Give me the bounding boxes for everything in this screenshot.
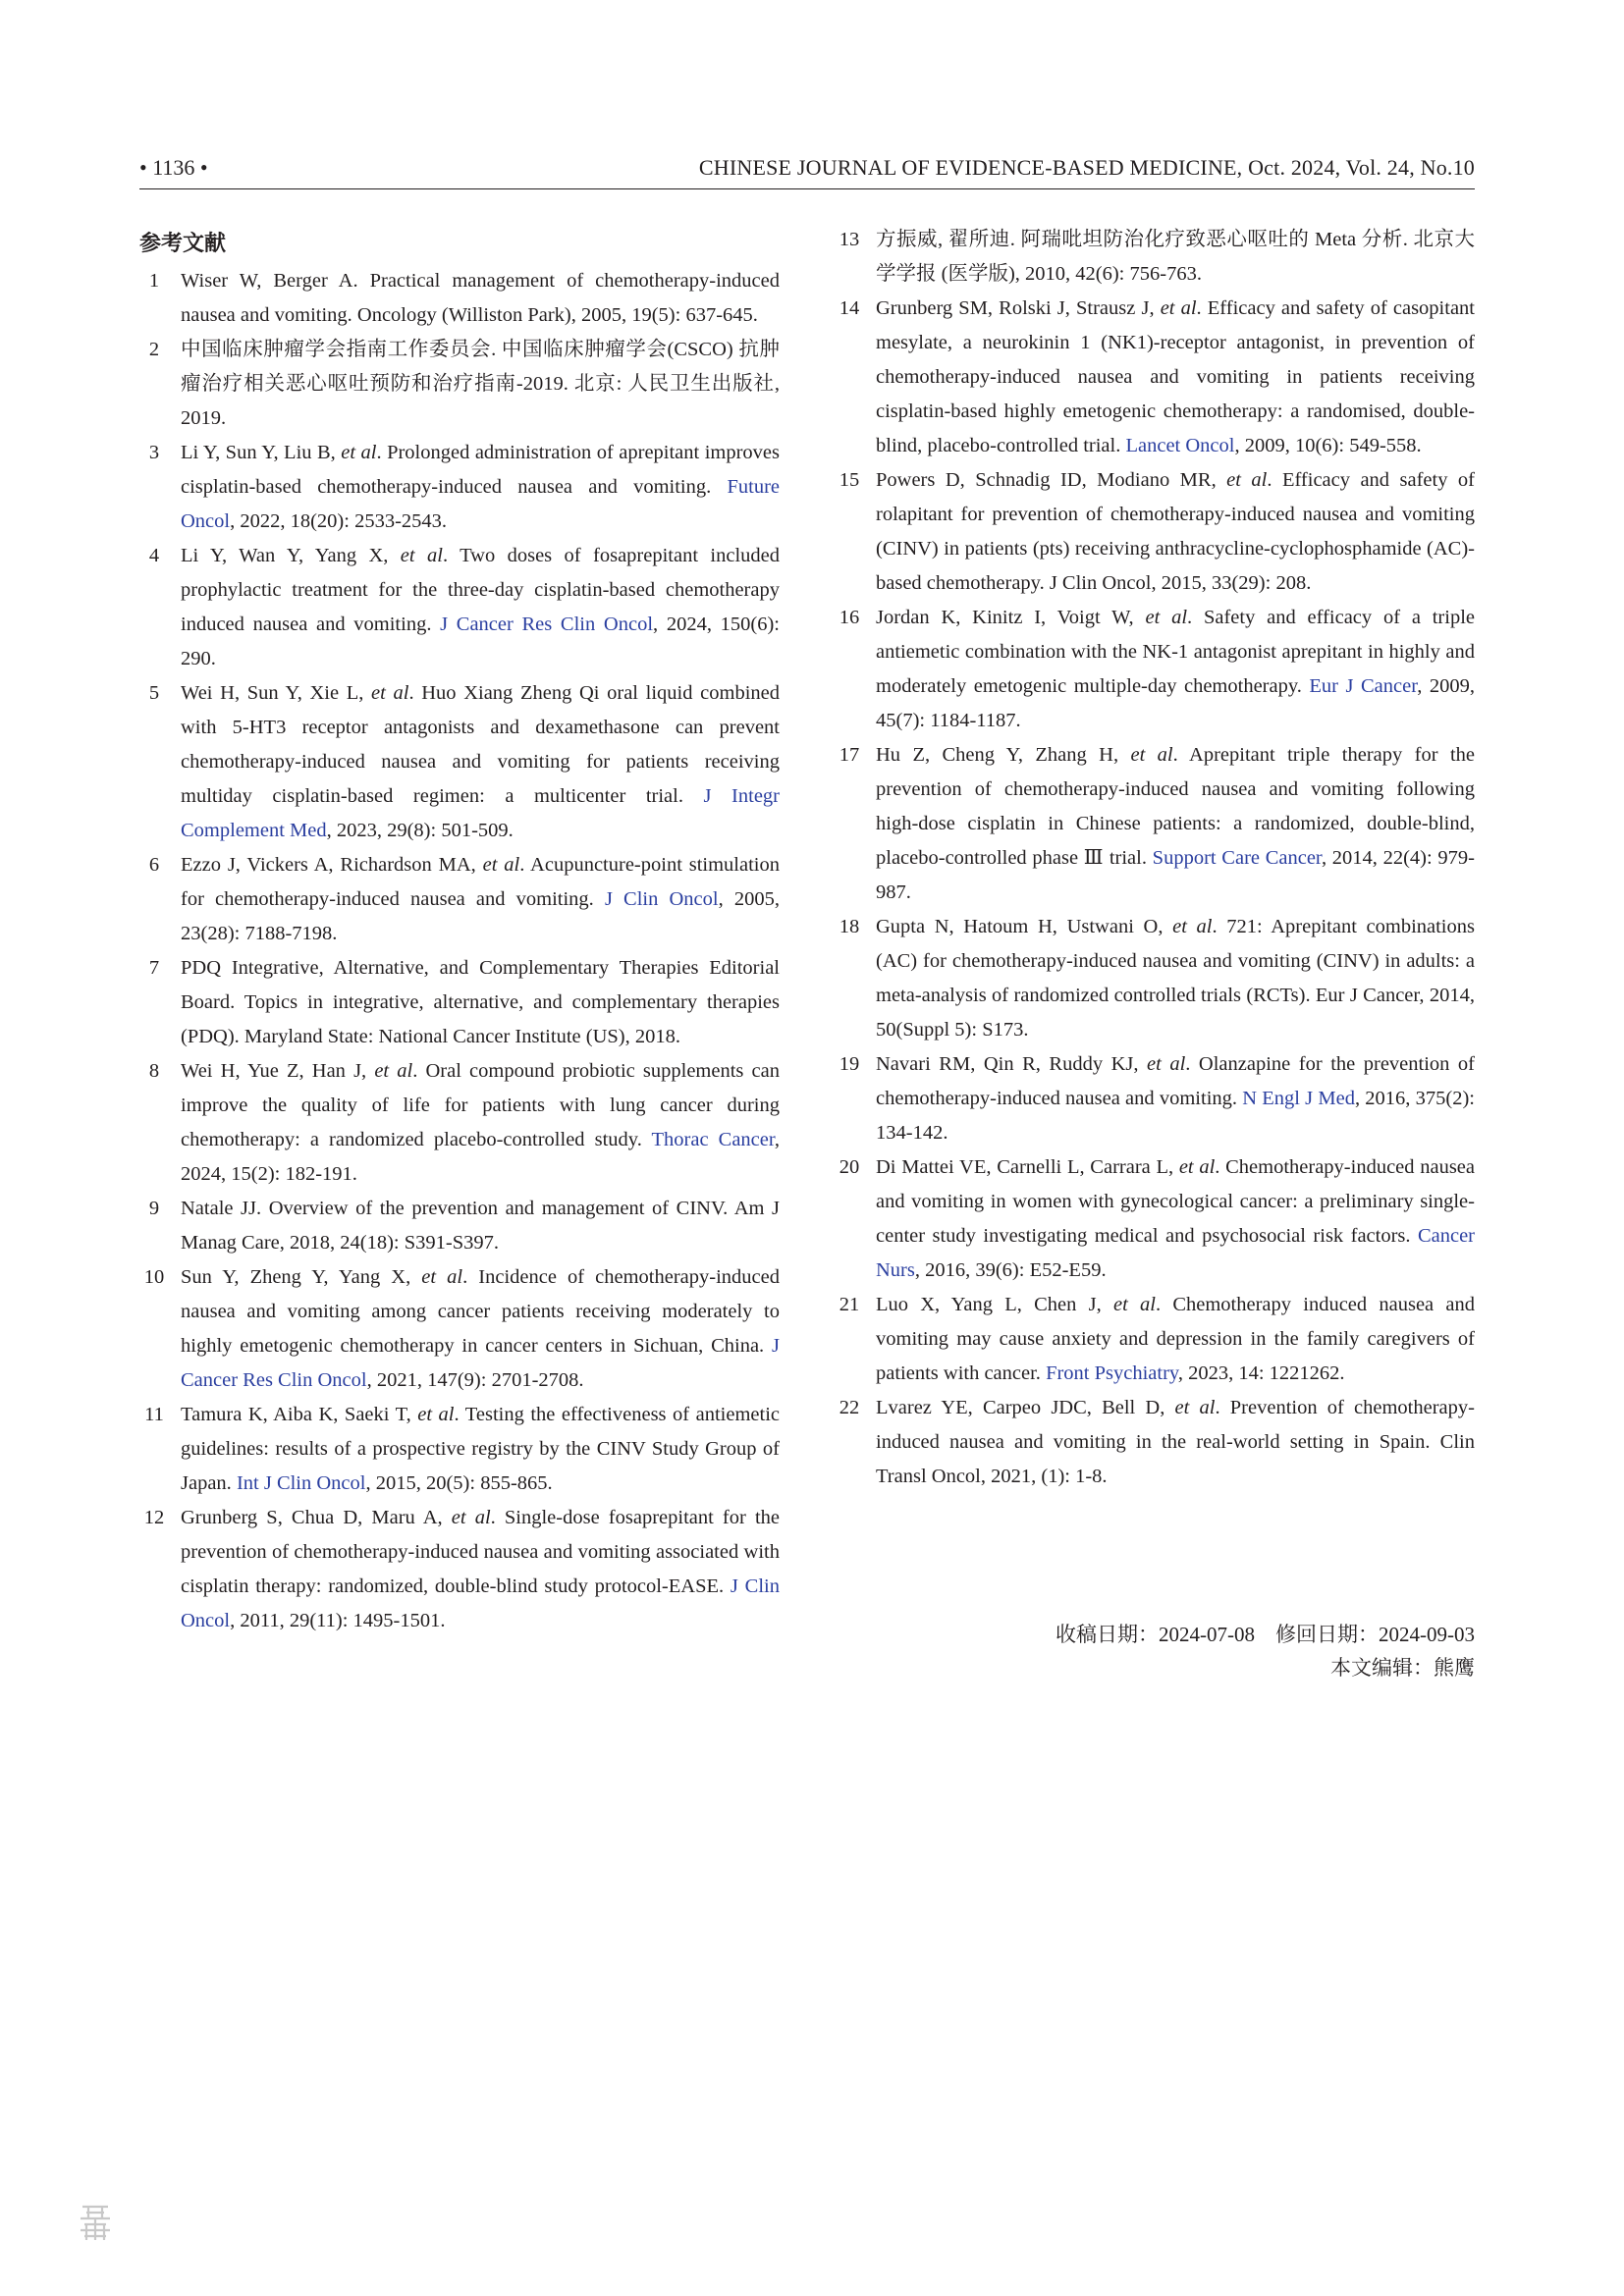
reference-number: 19 <box>839 1053 860 1075</box>
publisher-logo-icon <box>77 2203 114 2242</box>
reference-text: , 2016, 375(2): 134-142. <box>876 1088 1475 1144</box>
reference-item <box>139 539 780 676</box>
reference-number: 12 <box>143 1507 165 1528</box>
reference-text: , 2021, 147(9): 2701-2708. <box>366 1369 584 1391</box>
reference-text: Wei H, Sun Y, Xie L, <box>181 682 372 704</box>
references-heading: 参考文献 <box>139 232 227 256</box>
received-revised-dates: 收稿日期：2024-07-08 修回日期：2024-09-03 <box>1056 1623 1475 1646</box>
reference-number: 11 <box>144 1404 164 1425</box>
reference-text: Li Y, Sun Y, Liu B, <box>181 442 342 463</box>
reference-text: , 2011, 29(11): 1495-1501. <box>230 1610 446 1631</box>
reference-etal: et al <box>400 545 443 566</box>
reference-number: 7 <box>148 957 160 979</box>
reference-text: Navari RM, Qin R, Ruddy KJ, <box>876 1053 1148 1075</box>
reference-item <box>139 1054 780 1192</box>
reference-text: . Chemotherapy induced nausea and vomiting may cause anxiety and depression in the family caregivers of patients with cancer. <box>876 1294 1475 1384</box>
reference-text: . Chemotherapy-induced nausea and vomiting in women with gynecological cancer: a preliminary single-center study investigating medical and psychosocial risk factors. <box>876 1156 1476 1247</box>
reference-journal-link[interactable]: Eur J Cancer <box>1309 675 1418 697</box>
reference-item <box>835 1391 1475 1494</box>
reference-etal: et al <box>421 1266 463 1288</box>
reference-text: Hu Z, Cheng Y, Zhang H, <box>876 744 1131 766</box>
reference-etal: et al <box>1178 1156 1216 1178</box>
reference-text: Li Y, Wan Y, Yang X, <box>181 545 401 566</box>
reference-journal-link[interactable]: J Cancer Res Clin Oncol <box>181 1335 780 1391</box>
reference-item <box>139 1398 780 1501</box>
reference-number: 3 <box>148 442 160 463</box>
reference-item <box>139 333 780 436</box>
reference-text: Natale JJ. Overview of the prevention and management of CINV. Am J Manag Care, 2018, 24(18): S391-S397. <box>181 1198 780 1254</box>
reference-item <box>139 676 780 848</box>
reference-number: 2 <box>148 339 160 360</box>
reference-text: . Prolonged administration of aprepitant improves cisplatin-based chemotherapy-induced nausea and vomiting. <box>181 442 780 498</box>
reference-item <box>835 1150 1475 1288</box>
reference-text: , 2014, 22(4): 979-987. <box>876 847 1475 903</box>
reference-etal: et al <box>1172 916 1213 937</box>
reference-journal-link[interactable]: Int J Clin Oncol <box>236 1472 366 1494</box>
reference-item <box>139 264 780 333</box>
reference-number: 22 <box>839 1397 860 1418</box>
reference-number: 6 <box>148 854 160 876</box>
reference-text: Di Mattei VE, Carnelli L, Carrara L, <box>876 1156 1179 1178</box>
reference-etal: et al <box>482 854 520 876</box>
reference-etal: et al <box>374 1060 413 1082</box>
reference-item <box>835 292 1475 463</box>
reference-etal: et al <box>341 442 377 463</box>
reference-journal-link[interactable]: N Engl J Med <box>1242 1088 1355 1109</box>
reference-text: . Testing the effectiveness of antiemetic guidelines: results of a prospective registry by the CINV Study Group of Japan. <box>181 1404 780 1494</box>
reference-text: , 2015, 20(5): 855-865. <box>365 1472 553 1494</box>
reference-number: 17 <box>839 744 860 766</box>
reference-text: Gupta N, Hatoum H, Ustwani O, <box>876 916 1173 937</box>
reference-text: , 2024, 15(2): 182-191. <box>181 1129 780 1185</box>
reference-journal-link[interactable]: J Cancer Res Clin Oncol <box>440 614 654 635</box>
reference-item <box>835 223 1475 292</box>
reference-item <box>835 463 1475 601</box>
reference-journal-link[interactable]: Lancet Oncol <box>1125 435 1235 456</box>
reference-number: 20 <box>839 1156 860 1178</box>
reference-journal-link[interactable]: Cancer Nurs <box>876 1225 1475 1281</box>
reference-item <box>139 848 780 951</box>
reference-text: Tamura K, Aiba K, Saeki T, <box>181 1404 418 1425</box>
reference-item <box>835 910 1475 1047</box>
reference-number: 16 <box>839 607 860 628</box>
reference-text: . Two doses of fosaprepitant included prophylactic treatment for the three-day cisplatin-based chemotherapy induced nausea and vomiting. <box>181 545 780 635</box>
reference-text: . Olanzapine for the prevention of chemotherapy-induced nausea and vomiting. <box>876 1053 1476 1109</box>
reference-journal-link[interactable]: Thorac Cancer <box>651 1129 775 1150</box>
reference-text: , 2022, 18(20): 2533-2543. <box>230 510 448 532</box>
reference-number: 1 <box>148 270 160 292</box>
reference-text: 方振威, 翟所迪. 阿瑞吡坦防治化疗致恶心呕吐的 Meta 分析. 北京大学学报 (医学版), 2010, 42(6): 756-763. <box>876 229 1475 285</box>
reference-text: . Oral compound probiotic supplements can improve the quality of life for patients with lung cancer during chemotherapy: a randomized placebo-controlled study. <box>181 1060 780 1150</box>
reference-item <box>835 1288 1475 1391</box>
reference-text: , 2024, 150(6): 290. <box>181 614 780 669</box>
reference-item <box>835 738 1475 910</box>
reference-text: . Efficacy and safety of casopitant mesylate, a neurokinin 1 (NK1)-receptor antagonist, in prevention of chemotherapy-induced nausea and vomiting in patients receiving cisplatin-based highly emetogenic chemotherapy: a randomised, double-blind, placebo-controlled trial. <box>876 297 1475 456</box>
reference-text: , 2016, 39(6): E52-E59. <box>914 1259 1107 1281</box>
page-number: • 1136 • <box>139 155 208 180</box>
reference-text: , 2023, 29(8): 501-509. <box>326 820 514 841</box>
editor-credit: 本文编辑：熊鹰 <box>1330 1656 1475 1680</box>
reference-number: 18 <box>839 916 860 937</box>
reference-etal: et al <box>417 1404 455 1425</box>
reference-text: Luo X, Yang L, Chen J, <box>876 1294 1113 1315</box>
reference-text: . Huo Xiang Zheng Qi oral liquid combined with 5-HT3 receptor antagonists and dexamethasone can prevent chemotherapy-induced nausea and vomiting for patients receiving multiday cisplatin-based regimen: a multicenter trial. <box>181 682 780 807</box>
reference-journal-link[interactable]: J Clin Oncol <box>181 1575 780 1631</box>
reference-number: 15 <box>839 469 860 491</box>
reference-text: . 721: Aprepitant combinations (AC) for chemotherapy-induced nausea and vomiting (CINV) in adults: a meta-analysis of randomized controlled trials (RCTs). Eur J Cancer, 2014, 50(Suppl 5): S173. <box>876 916 1475 1041</box>
header-rule <box>139 188 1475 189</box>
reference-text: , 2005, 23(28): 7188-7198. <box>181 888 780 944</box>
reference-number: 8 <box>148 1060 160 1082</box>
reference-journal-link[interactable]: Future Oncol <box>181 476 780 532</box>
reference-text: . Aprepitant triple therapy for the prevention of chemotherapy-induced nausea and vomiting following high-dose cisplatin in Chinese patients: a randomized, double-blind, placebo-controlled phase Ⅲ trial. <box>876 744 1475 869</box>
reference-text: , 2009, 45(7): 1184-1187. <box>876 675 1475 731</box>
reference-text: . Safety and efficacy of a triple antiemetic combination with the NK-1 antagonist aprepitant in highly and moderately emetogenic multiple-day chemotherapy. <box>876 607 1475 697</box>
reference-etal: et al <box>1112 1294 1156 1315</box>
reference-item <box>835 601 1475 738</box>
reference-text: . Efficacy and safety of rolapitant for prevention of chemotherapy-induced nausea and vomiting (CINV) in patients (pts) receiving anthracycline-cyclophosphamide (AC)-based chemotherapy. J Clin Oncol, 2015, 33(29): 208. <box>876 469 1475 594</box>
reference-text: Lvarez YE, Carpeo JDC, Bell D, <box>876 1397 1175 1418</box>
reference-text: . Acupuncture-point stimulation for chemotherapy-induced nausea and vomiting. <box>181 854 780 910</box>
reference-text: Wiser W, Berger A. Practical management of chemotherapy-induced nausea and vomiting. Oncology (Williston Park), 2005, 19(5): 637-645. <box>181 270 780 326</box>
reference-text: Wei H, Yue Z, Han J, <box>181 1060 375 1082</box>
reference-text: , 2023, 14: 1221262. <box>1177 1362 1345 1384</box>
reference-number: 21 <box>839 1294 860 1315</box>
reference-etal: et al <box>1174 1397 1216 1418</box>
reference-etal: et al <box>1147 1053 1186 1075</box>
reference-text: Ezzo J, Vickers A, Richardson MA, <box>181 854 483 876</box>
reference-text: . Incidence of chemotherapy-induced nausea and vomiting among cancer patients receiving moderately to highly emetogenic chemotherapy in cancer centers in Sichuan, China. <box>181 1266 780 1357</box>
reference-text: Grunberg S, Chua D, Maru A, <box>181 1507 452 1528</box>
reference-journal-link[interactable]: Support Care Cancer <box>1152 847 1322 869</box>
reference-text: Sun Y, Zheng Y, Yang X, <box>181 1266 422 1288</box>
reference-item <box>139 1192 780 1260</box>
reference-item <box>139 1260 780 1398</box>
reference-text: Jordan K, Kinitz I, Voigt W, <box>876 607 1146 628</box>
page-header <box>139 149 1475 188</box>
reference-text: 中国临床肿瘤学会指南工作委员会. 中国临床肿瘤学会(CSCO) 抗肿瘤治疗相关恶心呕吐预防和治疗指南-2019. 北京: 人民卫生出版社, 2019. <box>181 339 780 429</box>
reference-journal-link[interactable]: J Clin Oncol <box>604 888 719 910</box>
reference-journal-link[interactable]: J Integr Complement Med <box>181 785 780 841</box>
reference-number: 5 <box>148 682 160 704</box>
reference-number: 10 <box>143 1266 165 1288</box>
reference-item <box>139 436 780 539</box>
references-column-left <box>139 223 780 1638</box>
reference-etal: et al <box>1130 744 1173 766</box>
journal-title: CHINESE JOURNAL OF EVIDENCE-BASED MEDICINE, Oct. 2024, Vol. 24, No.10 <box>698 155 1475 180</box>
reference-number: 9 <box>148 1198 160 1219</box>
reference-text: PDQ Integrative, Alternative, and Complementary Therapies Editorial Board. Topics in integrative, alternative, and complementary therapies (PDQ). Maryland State: National Cancer Institute (US), 2018. <box>181 957 780 1047</box>
reference-item <box>139 951 780 1054</box>
references-column-right <box>835 223 1475 1494</box>
reference-item <box>835 1047 1475 1150</box>
reference-text: . Single-dose fosaprepitant for the prevention of chemotherapy-induced nausea and vomiting associated with cisplatin therapy: randomized, double-blind study protocol-EASE. <box>181 1507 780 1597</box>
reference-number: 14 <box>839 297 860 319</box>
reference-text: , 2009, 10(6): 549-558. <box>1234 435 1422 456</box>
reference-text: Grunberg SM, Rolski J, Strausz J, <box>876 297 1161 319</box>
reference-text: Powers D, Schnadig ID, Modiano MR, <box>876 469 1227 491</box>
reference-etal: et al <box>1226 469 1268 491</box>
reference-etal: et al <box>371 682 409 704</box>
article-footer <box>835 1618 1475 1684</box>
reference-journal-link[interactable]: Front Psychiatry <box>1046 1362 1178 1384</box>
reference-text: . Prevention of chemotherapy-induced nausea and vomiting in the real-world setting in Spain. Clin Transl Oncol, 2021, (1): 1-8. <box>876 1397 1475 1487</box>
reference-etal: et al <box>1160 297 1197 319</box>
reference-item <box>139 1501 780 1638</box>
reference-number: 4 <box>148 545 160 566</box>
reference-number: 13 <box>839 229 860 250</box>
reference-etal: et al <box>1145 607 1188 628</box>
reference-etal: et al <box>451 1507 491 1528</box>
